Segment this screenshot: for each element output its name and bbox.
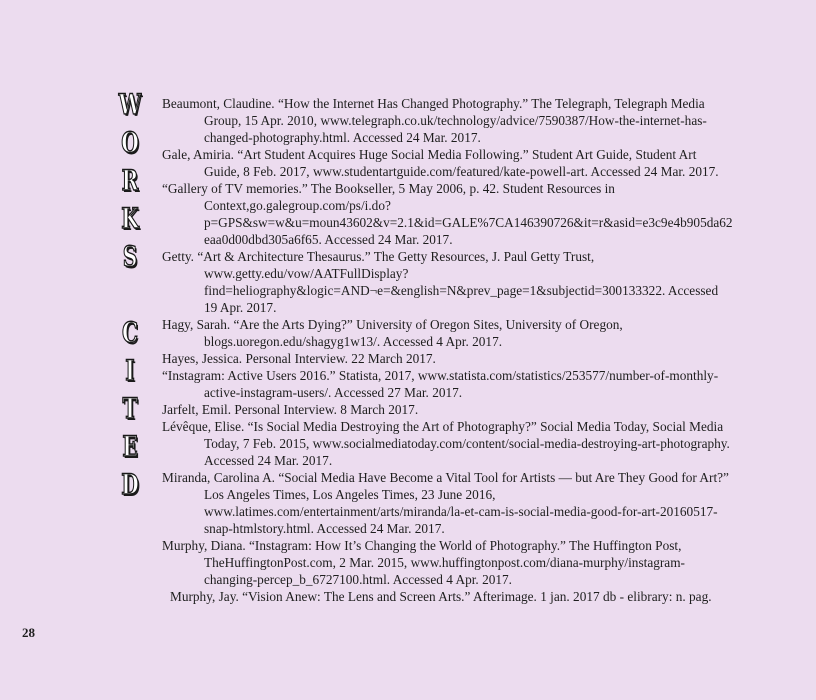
citation-entry: “Instagram: Active Users 2016.” Statista, 2017, www.statista.com/statistics/253577/number-of-monthly-active-instagram-users/. Accessed 27 Mar. 2017.: [162, 368, 719, 400]
heading-letter: C: [121, 316, 139, 349]
citation-entry: Gale, Amiria. “Art Student Acquires Huge Social Media Following.” Student Art Guide, Student Art Guide, 8 Feb. 2017, www.studentartguide.com/featured/kate-powell-art. Accessed 24 Mar. 2017.: [162, 147, 719, 179]
citation-entry: Lévêque, Elise. “Is Social Media Destroying the Art of Photography?” Social Media Today, Social Media Today, 7 Feb. 2015, www.socialmediatoday.com/content/social-media-destroying-art-photography. Accessed 24 Mar. 2017.: [162, 419, 730, 468]
citation-entry: Hagy, Sarah. “Are the Arts Dying?” University of Oregon Sites, University of Oregon, blogs.uoregon.edu/shagyg1w13/. Accessed 4 Apr. 2017.: [162, 317, 623, 349]
heading-letter: W: [118, 88, 142, 121]
citation-entry: Miranda, Carolina A. “Social Media Have Become a Vital Tool for Artists — but Are They Good for Art?” Los Angeles Times, Los Angeles Times, 23 June 2016, www.latimes.com/entertainment/arts/miranda/la-et-cam-is-social-media-good-for-art-20160517-snap-htmlstory.html. Accessed 24 Mar. 2017.: [162, 470, 729, 536]
heading-letter: S: [122, 240, 138, 273]
heading-letter: T: [122, 392, 138, 425]
works-cited-heading: [106, 88, 154, 510]
heading-letter: O: [121, 126, 139, 159]
heading-letter: E: [122, 430, 138, 463]
heading-letter: K: [121, 202, 139, 235]
citation-entry: “Gallery of TV memories.” The Bookseller, 5 May 2006, p. 42. Student Resources in Context,go.galegroup.com/ps/i.do?p=GPS&sw=w&u=moun43602&v=2.1&id=GALE%7CA146390726&it=r&asid=e3c9e4b905da62eaa0d00dbd305a6f65. Accessed 24 Mar. 2017.: [162, 181, 733, 247]
citation-entry: Murphy, Diana. “Instagram: How It’s Changing the World of Photography.” The Huffington Post, TheHuffingtonPost.com, 2 Mar. 2015, www.huffingtonpost.com/diana-murphy/instagram-changing-percep_b_6727100.html. Accessed 4 Apr. 2017.: [162, 538, 685, 587]
citation-list: [162, 95, 734, 605]
citation-entry: Hayes, Jessica. Personal Interview. 22 March 2017.: [162, 351, 436, 366]
citation-entry: Jarfelt, Emil. Personal Interview. 8 March 2017.: [162, 402, 419, 417]
citation-entry: Getty. “Art & Architecture Thesaurus.” The Getty Resources, J. Paul Getty Trust, www.getty.edu/vow/AATFullDisplay?find=heliography&logic=AND¬e=&english=N&prev_page=1&subjectid=300133322. Accessed 19 Apr. 2017.: [162, 249, 719, 315]
heading-letter: D: [121, 468, 139, 501]
citation-entry: Beaumont, Claudine. “How the Internet Has Changed Photography.” The Telegraph, Telegraph Media Group, 15 Apr. 2010, www.telegraph.co.uk/technology/advice/7590387/How-the-internet-has-changed-photography.html. Accessed 24 Mar. 2017.: [162, 96, 707, 145]
heading-letter: R: [121, 164, 139, 197]
heading-letter: I: [125, 354, 135, 387]
citation-entry: Murphy, Jay. “Vision Anew: The Lens and Screen Arts.” Afterimage. 1 jan. 2017 db - elibrary: n. pag.: [170, 589, 712, 604]
page-number: 28: [22, 625, 35, 640]
